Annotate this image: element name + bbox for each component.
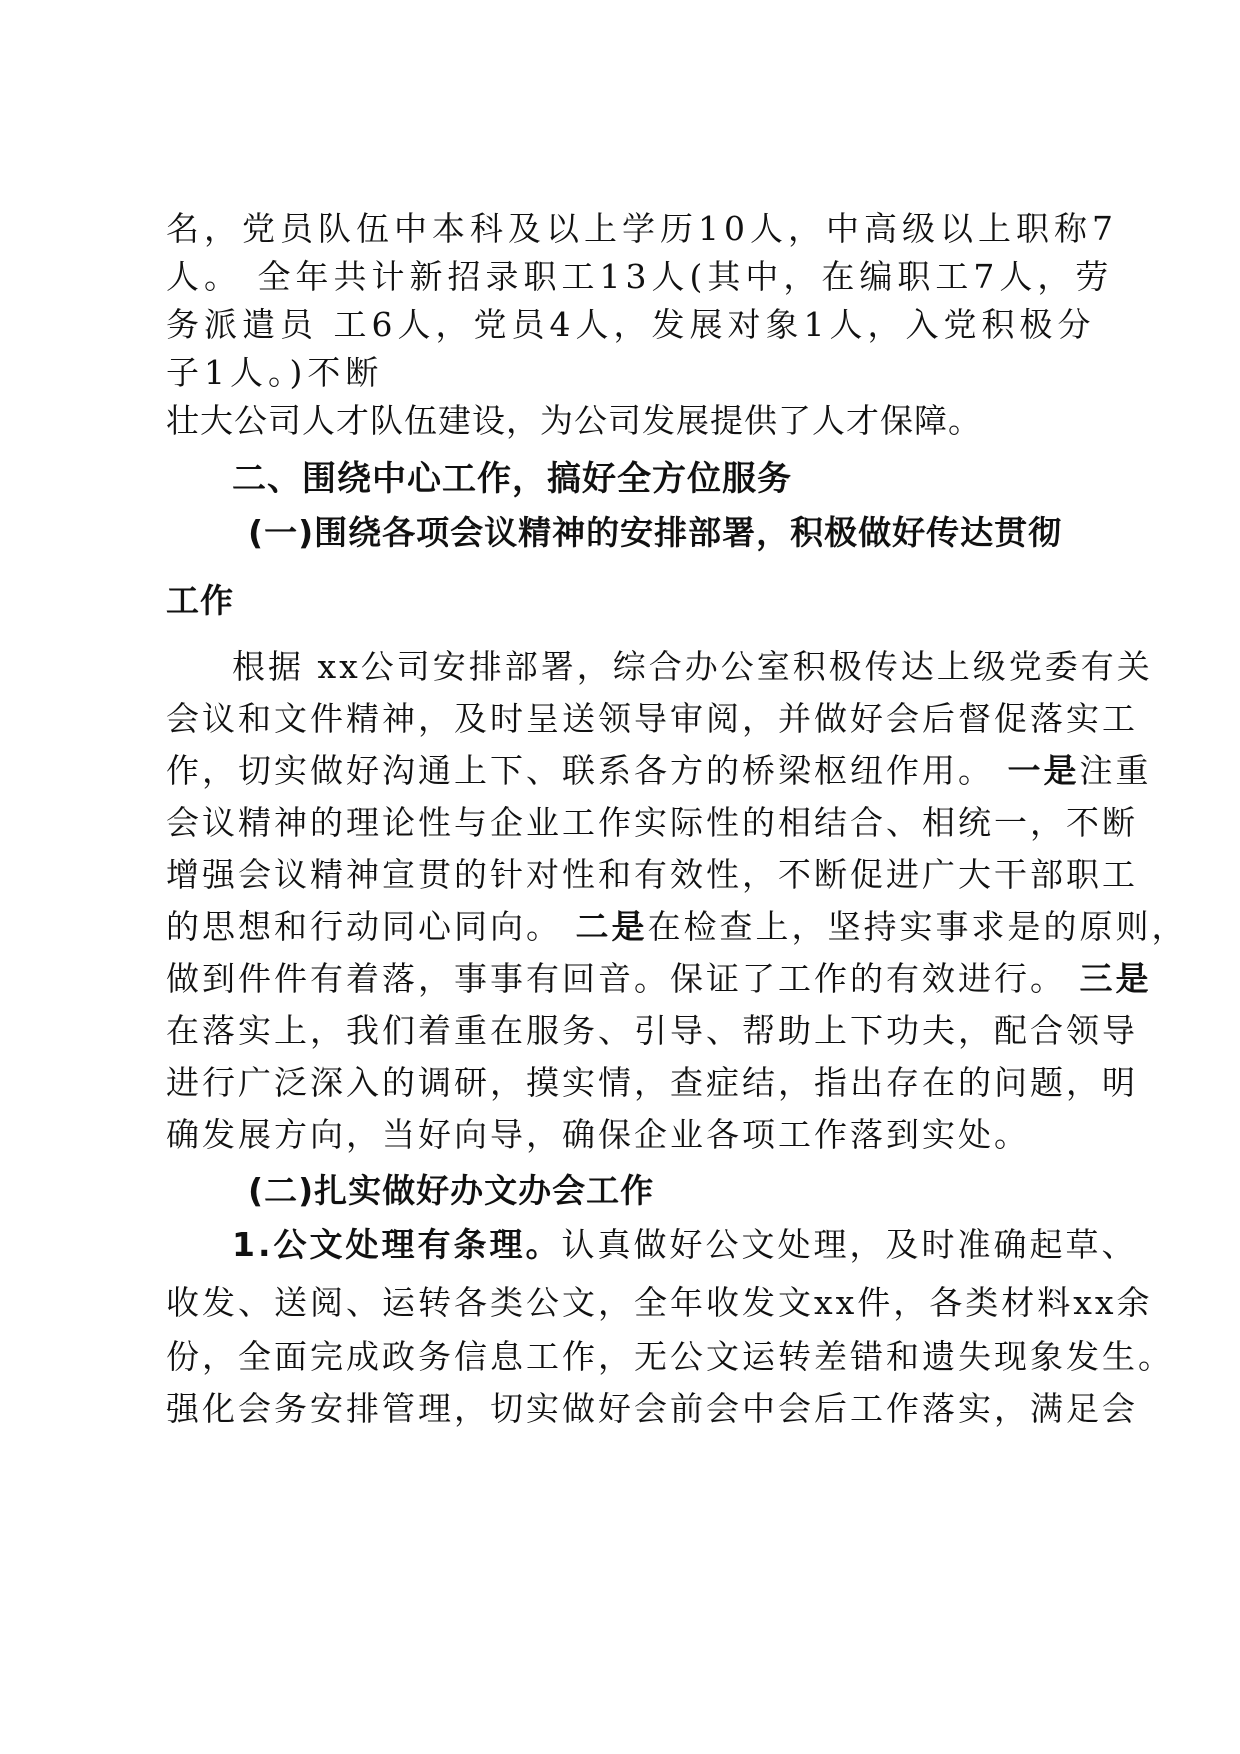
body-text-line: 会议和文件精神，及时呈送领导审阅，并做好会后督促落实工 [166,699,1138,738]
section-heading: 二、围绕中心工作，搞好全方位服务 [232,459,792,499]
body-text-line: 人。 全年共计新招录职工13人(其中，在编职工7人，劳 [166,257,1114,296]
body-text-line [232,1222,1172,1268]
body-text-line: 会议精神的理论性与企业工作实际性的相结合、相统一，不断 [166,803,1138,842]
body-text-line: 增强会议精神宣贯的针对性和有效性，不断促进广大干部职工 [166,855,1138,894]
body-text-segment: 做到件件有着落，事事有回音。保证了工作的有效进行。 [166,959,1080,998]
body-text-line: 子1人。)不断 [166,353,384,392]
body-text-line: 务派遣员 工6人，党员4人，发展对象1人，入党积极分 [166,305,1096,344]
body-text-line: 进行广泛深入的调研，摸实情，查症结，指出存在的问题，明 [166,1063,1138,1102]
body-text-line: 根据 xx公司安排部署，综合办公室积极传达上级党委有关 [232,647,1153,686]
emphasis-text: 一是 [1007,751,1080,790]
emphasis-text: 二是 [575,907,648,946]
subsection-heading: (一)围绕各项会议精神的安排部署，积极做好传达贯彻 [248,513,1063,552]
body-text-line: 在落实上，我们着重在服务、引导、帮助上下功夫，配合领导 [166,1011,1138,1050]
body-text-segment: 在检查上，坚持实事求是的原则， [647,907,1188,946]
body-text-line [166,956,1152,1002]
body-text-line: 收发、送阅、运转各类公文，全年收发文xx件，各类材料xx余 [166,1283,1153,1322]
body-text-line: 份，全面完成政务信息工作，无公文运转差错和遗失现象发生。 [166,1337,1174,1376]
body-text-line: 名，党员队伍中本科及以上学历10人，中高级以上职称7 [166,209,1118,248]
subsection-heading-continued: 工作 [166,581,234,620]
body-text-line: 壮大公司人才队伍建设，为公司发展提供了人才保障。 [166,401,982,440]
item-lead: 1.公文处理有条理。 [232,1225,562,1264]
body-text-segment: 的思想和行动同心同向。 [166,907,576,946]
body-text-line [166,748,1152,794]
body-text-line: 确发展方向，当好向导，确保企业各项工作落到实处。 [166,1115,1030,1154]
body-text-line: 强化会务安排管理，切实做好会前会中会后工作落实，满足会 [166,1389,1138,1428]
subsection-heading: (二)扎实做好办文办会工作 [248,1171,655,1210]
body-text-segment: 认真做好公文处理，及时准确起草、 [561,1225,1138,1264]
emphasis-text: 三是 [1079,959,1152,998]
body-text-line [166,904,1188,950]
body-text-segment: 作，切实做好沟通上下、联系各方的桥梁枢纽作用。 [166,751,1008,790]
body-text-segment: 注重 [1079,751,1152,790]
